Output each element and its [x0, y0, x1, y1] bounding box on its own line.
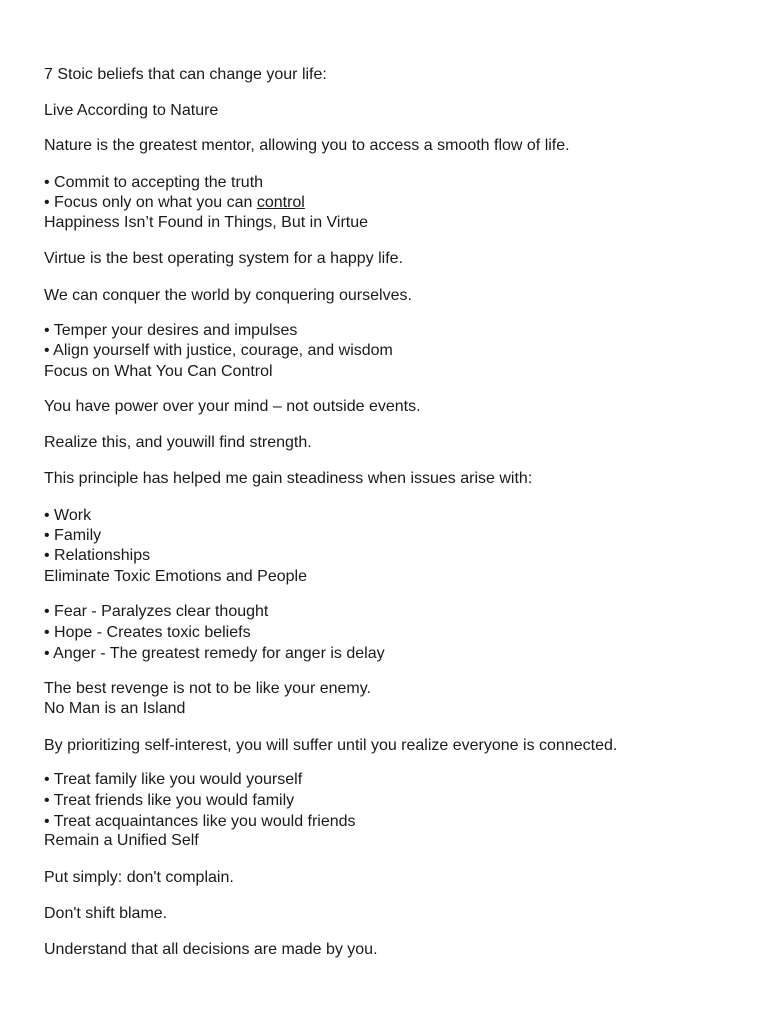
bullet-item: • Family	[44, 527, 102, 544]
bullet-item: • Temper your desires and impulses	[44, 322, 298, 339]
paragraph: Understand that all decisions are made by you.	[44, 941, 378, 958]
section-heading-nature: Live According to Nature	[44, 102, 219, 119]
section-heading-virtue: Happiness Isn’t Found in Things, But in Virtue	[44, 214, 369, 231]
paragraph: By prioritizing self-interest, you will suffer until you realize everyone is connected.	[44, 737, 618, 754]
document-title: 7 Stoic beliefs that can change your life:	[44, 66, 327, 83]
bullet-item: • Commit to accepting the truth	[44, 174, 264, 191]
paragraph: Virtue is the best operating system for a happy life.	[44, 250, 404, 267]
section-heading-island: No Man is an Island	[44, 700, 186, 717]
paragraph: The best revenge is not to be like your enemy.	[44, 680, 371, 697]
bullet-item: • Treat family like you would yourself	[44, 771, 303, 788]
bullet-item: • Hope - Creates toxic beliefs	[44, 624, 251, 641]
bullet-item: • Relationships	[44, 547, 151, 564]
paragraph: This principle has helped me gain steadiness when issues arise with:	[44, 470, 533, 487]
bullet-item: • Align yourself with justice, courage, and wisdom	[44, 342, 393, 359]
paragraph: Nature is the greatest mentor, allowing you to access a smooth flow of life.	[44, 137, 570, 154]
bullet-item: • Anger - The greatest remedy for anger is delay	[44, 645, 385, 662]
bullet-item: • Treat acquaintances like you would friends	[44, 813, 356, 830]
bullet-item	[44, 193, 305, 213]
section-heading-control: Focus on What You Can Control	[44, 363, 273, 380]
bullet-item: • Work	[44, 507, 92, 524]
bullet-item: • Fear - Paralyzes clear thought	[44, 603, 269, 620]
paragraph: Realize this, and youwill find strength.	[44, 434, 312, 451]
bullet-text: • Focus only on what you can	[44, 194, 257, 211]
paragraph: Don't shift blame.	[44, 905, 168, 922]
paragraph: We can conquer the world by conquering ourselves.	[44, 287, 412, 304]
bullet-item: • Treat friends like you would family	[44, 792, 295, 809]
control-link[interactable]: control	[256, 194, 305, 211]
section-heading-toxic: Eliminate Toxic Emotions and People	[44, 568, 307, 585]
paragraph: Put simply: don't complain.	[44, 869, 234, 886]
paragraph: You have power over your mind – not outside events.	[44, 398, 421, 415]
section-heading-unified: Remain a Unified Self	[44, 832, 199, 849]
